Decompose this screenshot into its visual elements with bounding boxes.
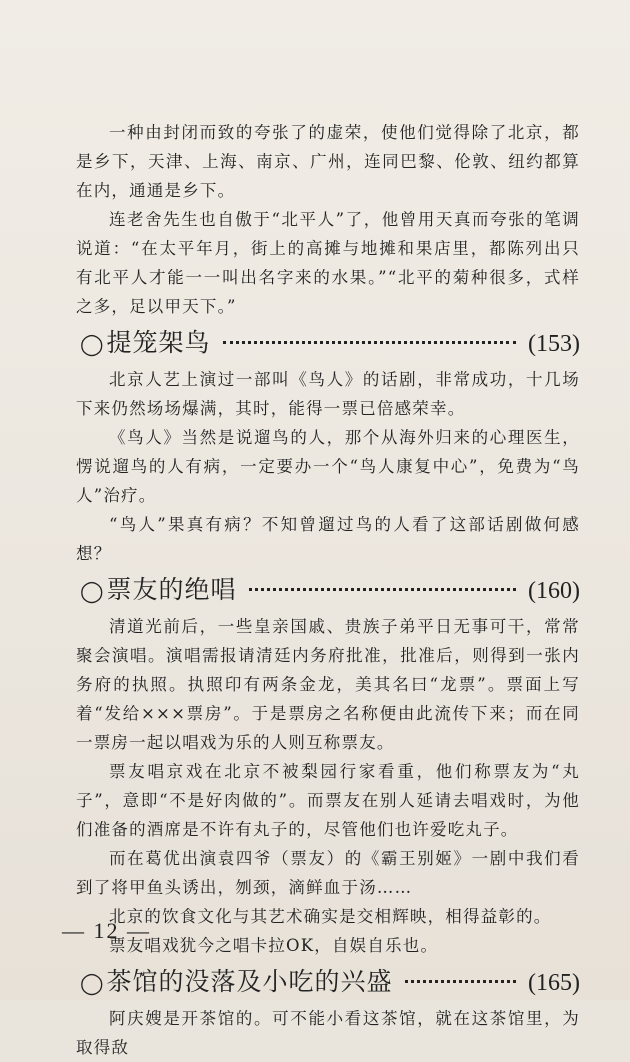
body-paragraph: 清道光前后，一些皇亲国戚、贵族子弟平日无事可干，常常聚会演唱。演唱需报请清廷内务府批准，批准后，则得到一张内务府的执照。执照印有两条金龙，美其名曰“龙票”。票面上写着“发给×××票房”。于是票房之名称便由此流传下来；而在同一票房一起以唱戏为乐的人则互称票友。 [76,617,580,752]
section-title: ◯ 票友的绝唱 [80,570,237,606]
section-heading-piaoyou [80,570,580,608]
body-paragraph: 阿庆嫂是开茶馆的。可不能小看这茶馆，就在这茶馆里，为取得敌 [76,1009,580,1057]
section-heading-teahouse [80,962,580,1000]
body-paragraph: 票友唱戏犹今之唱卡拉OK，自娱自乐也。 [109,936,439,955]
leader-dots [249,588,516,591]
page-number: — 12 — [62,918,151,943]
section-title: ◯ 提笼架鸟 [80,323,211,359]
section-page-ref: (165) [528,970,580,996]
body-paragraph: 连老舍先生也自傲于“北平人”了，他曾用天真而夸张的笔调说道：“在太平年月，街上的高摊与地摊和果店里，都陈列出只有北平人才能一一叫出名字来的水果。”“北平的菊种很多，式样之多，足以甲天下。” [76,210,580,316]
leader-dots [405,980,516,983]
section-page-ref: (153) [528,331,580,357]
body-paragraph: 北京的饮食文化与其艺术确实是交相辉映，相得益彰的。 [109,907,552,926]
leader-dots [223,341,516,344]
section-title: ◯ 茶馆的没落及小吃的兴盛 [80,962,393,998]
section-heading-birds [80,323,580,361]
body-paragraph: 而在葛优出演袁四爷（票友）的《霸王别姬》一剧中我们看到了将甲鱼头诱出，刎颈，滴鲜血于汤…… [76,849,580,897]
section-page-ref: (160) [528,578,580,604]
body-paragraph: 《鸟人》当然是说遛鸟的人，那个从海外归来的心理医生，愣说遛鸟的人有病，一定要办一个“鸟人康复中心”，免费为“鸟人”治疗。 [76,428,580,505]
body-paragraph: “鸟人”果真有病？不知曾遛过鸟的人看了这部话剧做何感想？ [76,515,580,563]
body-paragraph: 一种由封闭而致的夸张了的虚荣，使他们觉得除了北京，都是乡下，天津、上海、南京、广州，连同巴黎、伦敦、纽约都算在内，通通是乡下。 [76,123,580,200]
body-paragraph: 北京人艺上演过一部叫《鸟人》的话剧，非常成功，十几场下来仍然场场爆满，其时，能得一票已倍感荣幸。 [76,370,580,418]
body-paragraph: 票友唱京戏在北京不被梨园行家看重，他们称票友为“丸子”，意即“不是好肉做的”。而票友在别人延请去唱戏时，为他们准备的酒席是不许有丸子的，尽管他们也许爱吃丸子。 [76,762,580,839]
